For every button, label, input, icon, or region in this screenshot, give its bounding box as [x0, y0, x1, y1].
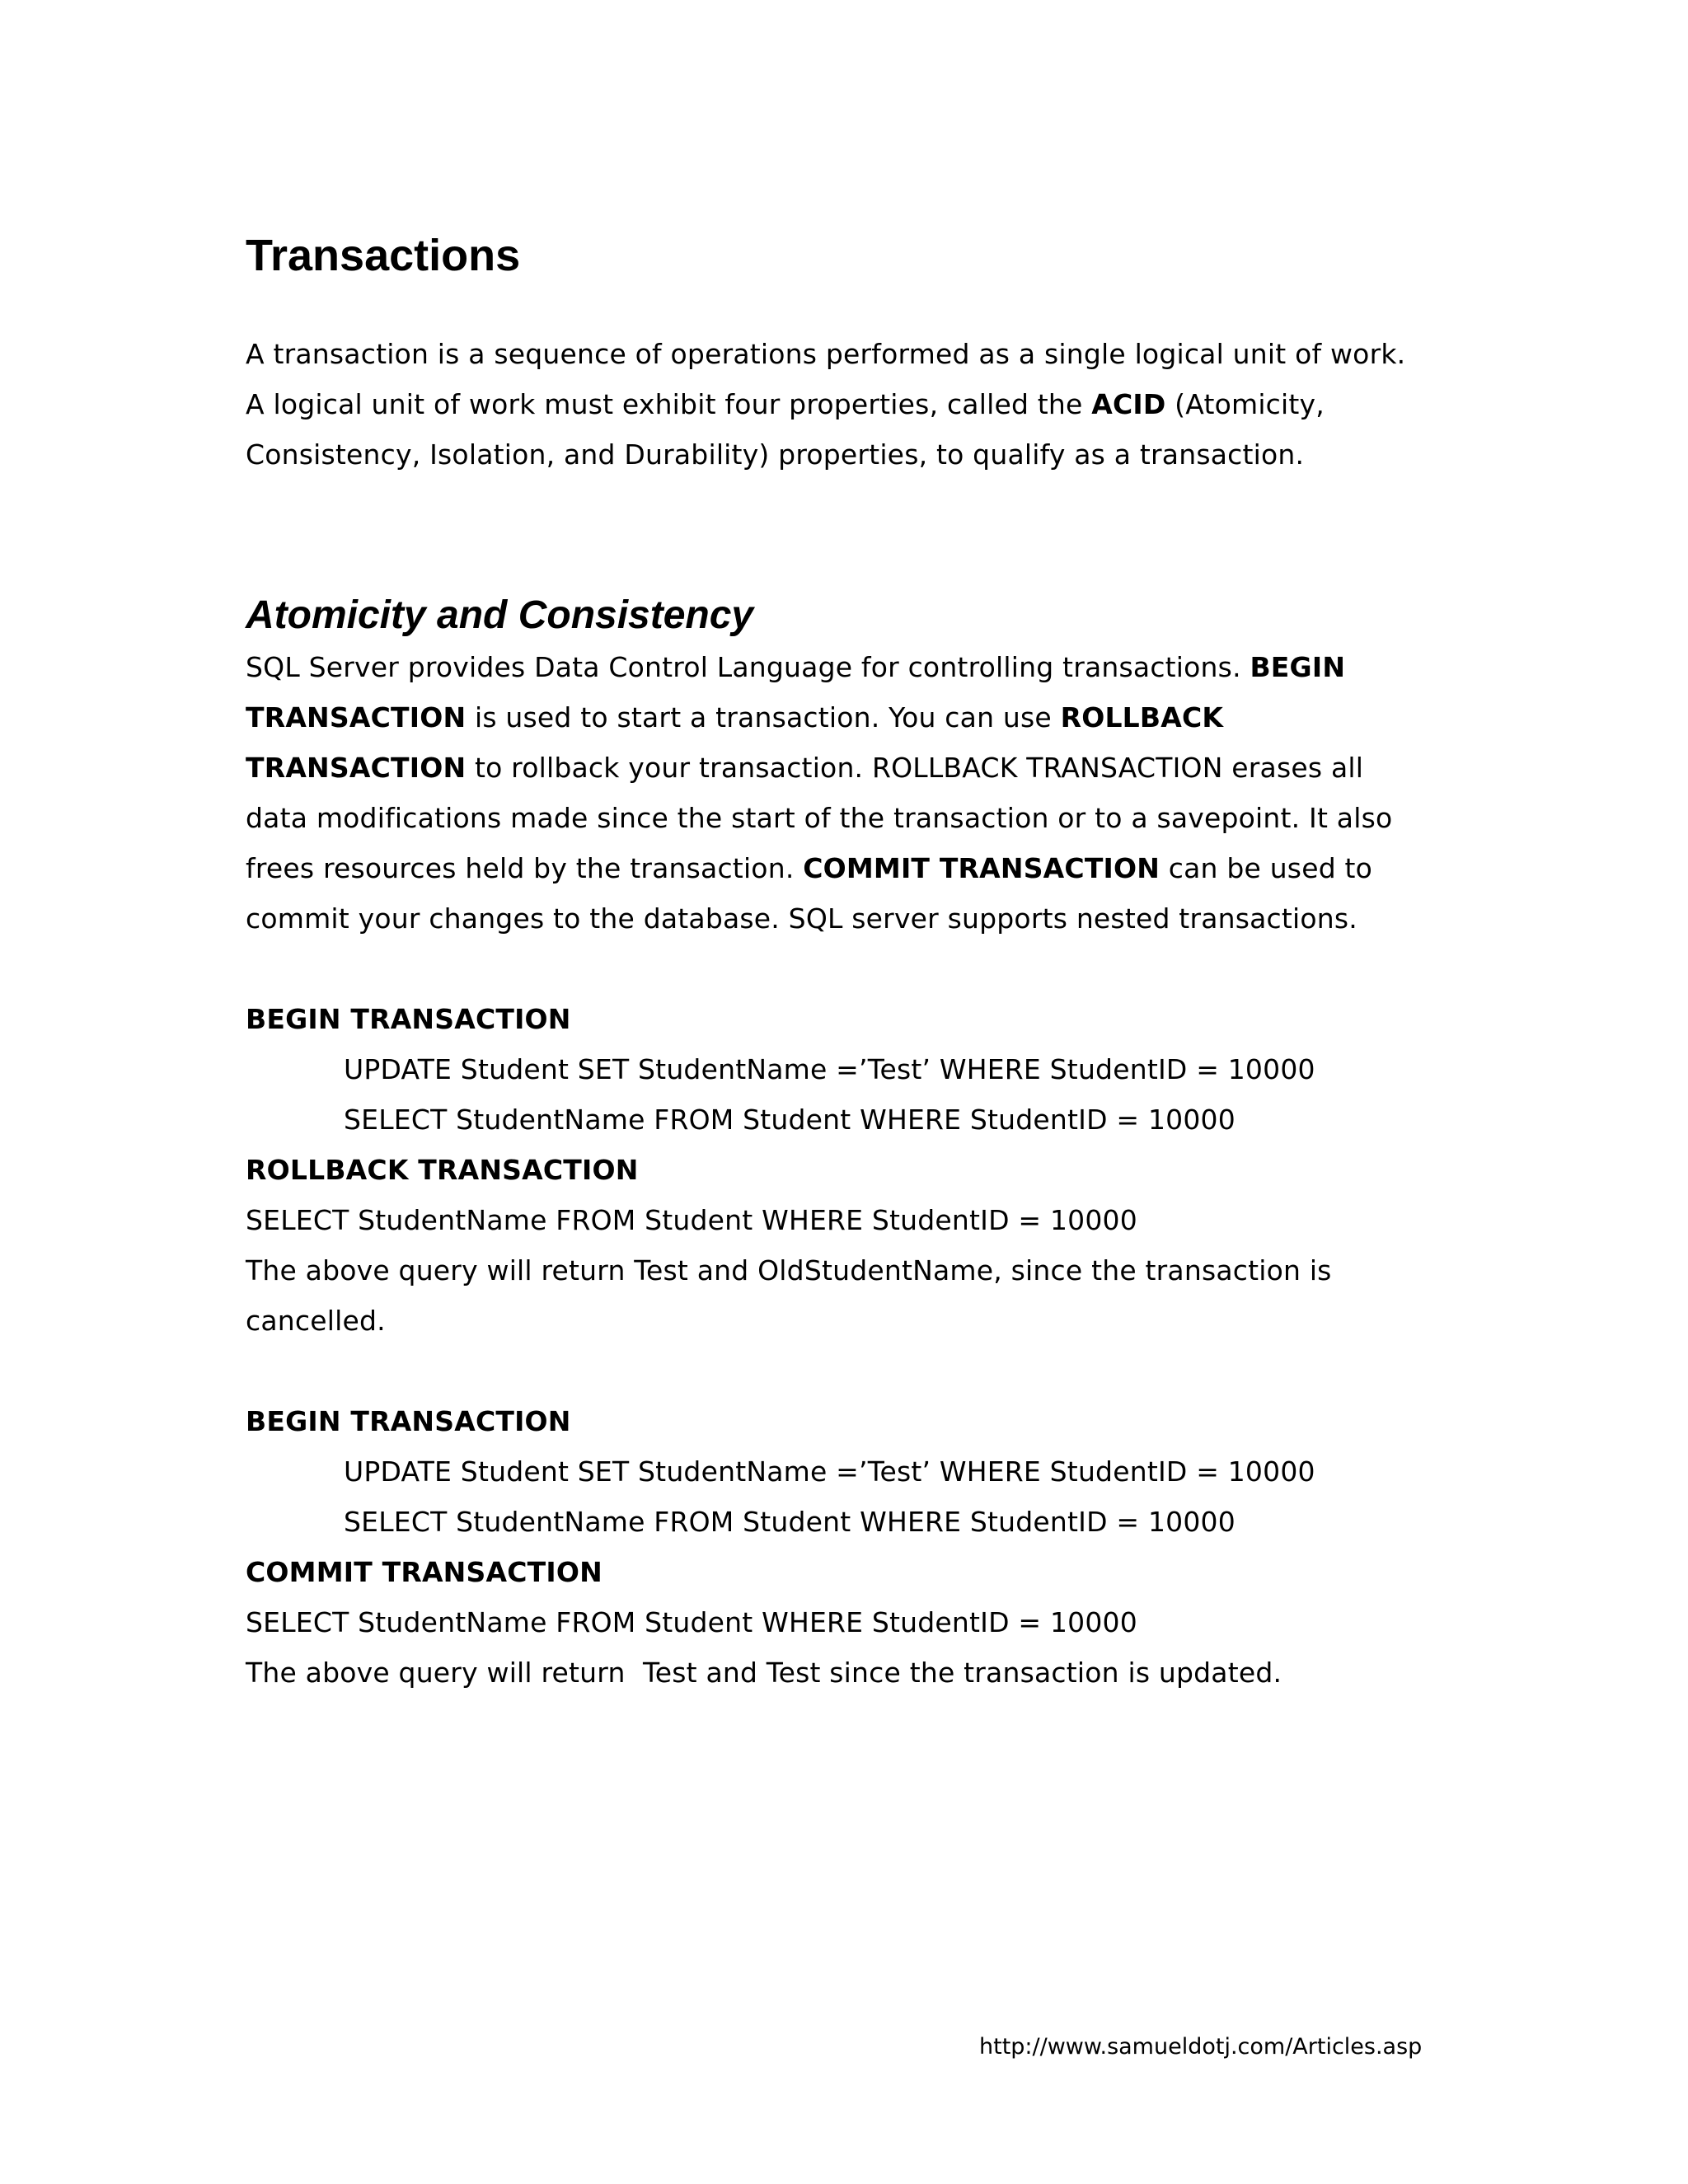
footer-url[interactable]: http://www.samueldotj.com/Articles.asp	[979, 2034, 1423, 2060]
example1-note-2: cancelled.	[246, 1305, 386, 1337]
section-line-3	[246, 750, 1363, 786]
section-text: can be used to	[1160, 852, 1373, 884]
example1-select-after: SELECT StudentName FROM Student WHERE StudentID = 10000	[246, 1204, 1137, 1236]
intro-line-3	[246, 437, 1304, 473]
example1-rollback: ROLLBACK TRANSACTION	[246, 1154, 639, 1186]
keyword: COMMIT TRANSACTION	[803, 852, 1160, 884]
example1-update: UPDATE Student SET StudentName =’Test’ WHERE StudentID = 10000	[344, 1053, 1315, 1085]
keyword: ROLLBACK	[1060, 701, 1224, 733]
section-line-6	[246, 901, 1357, 937]
intro-line-2	[246, 387, 1325, 423]
example1-select-inner: SELECT StudentName FROM Student WHERE StudentID = 10000	[344, 1104, 1236, 1136]
section-heading: Atomicity and Consistency	[246, 593, 754, 637]
section-text: is used to start a transaction. You can use	[466, 701, 1061, 733]
example2-begin: BEGIN TRANSACTION	[246, 1405, 571, 1437]
intro-line-1	[246, 336, 1405, 373]
example2-select-after: SELECT StudentName FROM Student WHERE StudentID = 10000	[246, 1606, 1137, 1638]
example2-update: UPDATE Student SET StudentName =’Test’ WHERE StudentID = 10000	[344, 1455, 1315, 1488]
section-text: SQL Server provides Data Control Language for controlling transactions.	[246, 651, 1250, 683]
section-text: commit your changes to the database. SQL server supports nested transactions.	[246, 902, 1357, 935]
example1-begin: BEGIN TRANSACTION	[246, 1003, 571, 1035]
keyword: BEGIN	[1250, 651, 1346, 683]
section-line-4	[246, 800, 1392, 837]
example1-note-1: The above query will return Test and OldStudentName, since the transaction is	[246, 1254, 1332, 1286]
section-text: data modifications made since the start of the transaction or to a savepoint. It also	[246, 802, 1393, 834]
section-text: frees resources held by the transaction.	[246, 852, 804, 884]
example2-note: The above query will return Test and Test since the transaction is updated.	[246, 1657, 1282, 1689]
acid-keyword: ACID	[1091, 388, 1166, 420]
keyword: TRANSACTION	[246, 752, 467, 784]
intro-text: A transaction is a sequence of operations performed as a single logical unit of work.	[246, 338, 1406, 370]
intro-text: Consistency, Isolation, and Durability) properties, to qualify as a transaction.	[246, 438, 1305, 471]
section-line-2	[246, 700, 1223, 736]
section-line-1	[246, 649, 1345, 686]
keyword: TRANSACTION	[246, 701, 467, 733]
section-text: to rollback your transaction. ROLLBACK TRANSACTION erases all	[466, 752, 1364, 784]
example2-commit: COMMIT TRANSACTION	[246, 1556, 603, 1588]
section-line-5	[246, 851, 1372, 887]
page-title: Transactions	[246, 231, 521, 280]
intro-text: A logical unit of work must exhibit four properties, called the	[246, 388, 1092, 420]
intro-text: (Atomicity,	[1165, 388, 1325, 420]
example2-select-inner: SELECT StudentName FROM Student WHERE StudentID = 10000	[344, 1506, 1236, 1538]
